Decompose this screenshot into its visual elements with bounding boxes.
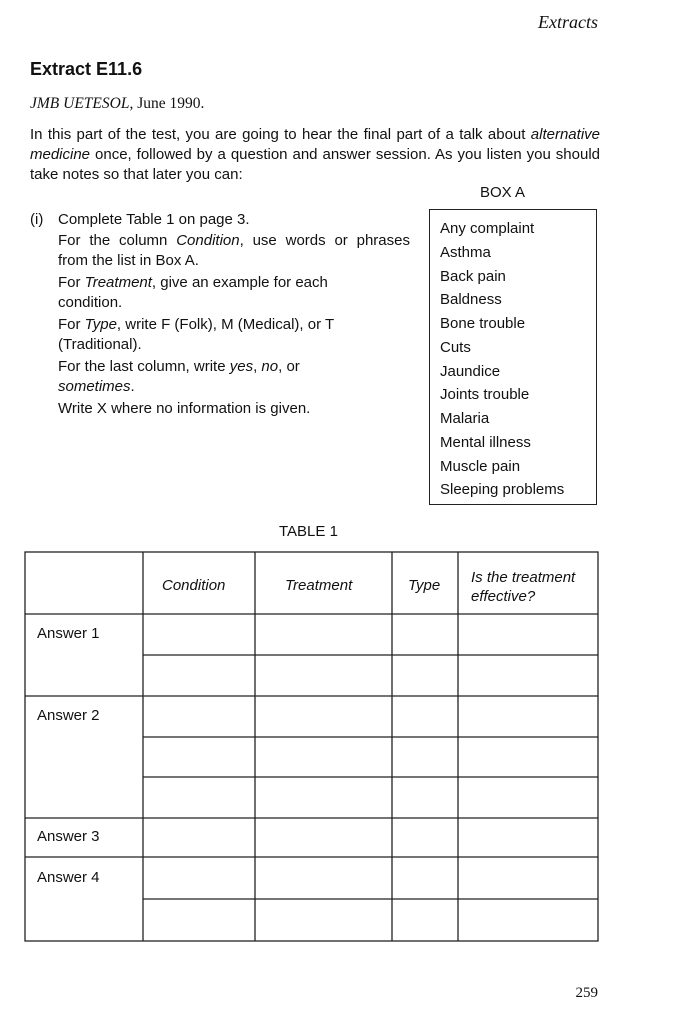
intro-text-a: In this part of the test, you are going to hear the final part of a talk about — [30, 126, 531, 143]
intro-text-b: once, followed by a question and answer session. As you listen you should take notes so that later you can: — [30, 146, 600, 183]
instruction-2-b: , use words or phrases from the list in Box A. — [58, 232, 410, 269]
table-title: TABLE 1 — [279, 523, 338, 540]
instruction-5-no: no — [261, 358, 279, 375]
header-effective-line2: effective? — [471, 588, 536, 605]
instruction-5-a: For the last column, write — [58, 358, 230, 375]
box-a-item: Malaria — [440, 410, 490, 427]
answer-2-label: Answer 2 — [37, 707, 100, 724]
instruction-2-term: Condition — [176, 232, 240, 249]
header-condition: Condition — [162, 577, 226, 594]
running-header: Extracts — [538, 12, 598, 32]
table-border — [25, 552, 598, 941]
instruction-5-sep1: , — [253, 358, 262, 375]
answer-4-label: Answer 4 — [37, 869, 100, 886]
box-a-item: Asthma — [440, 244, 491, 261]
box-a-item: Muscle pain — [440, 458, 521, 475]
header-treatment: Treatment — [285, 577, 353, 594]
intro-topic: alternative medicine — [30, 126, 600, 163]
answer-1-label: Answer 1 — [37, 625, 100, 642]
instruction-3-term: Treatment — [84, 274, 152, 291]
box-a-item: Any complaint — [440, 220, 535, 237]
box-a-item: Bone trouble — [440, 315, 526, 332]
box-a-item: Joints trouble — [440, 386, 530, 403]
header-effective-line1: Is the treatment — [471, 569, 576, 586]
instruction-number: (i) — [30, 211, 44, 228]
instruction-2-a: For the column — [58, 232, 177, 249]
instruction-5-sep2: , or — [278, 358, 300, 375]
source-board: JMB UETESOL, — [30, 95, 134, 112]
instruction-4-term: Type — [84, 316, 117, 333]
instruction-line-1: Complete Table 1 on page 3. — [58, 211, 250, 228]
instruction-4-b: , write F (Folk), M (Medical), or T (Traditional). — [58, 316, 334, 353]
instruction-3-a: For — [58, 274, 85, 291]
box-a-item: Jaundice — [440, 363, 501, 380]
header-type: Type — [408, 577, 441, 594]
instruction-5-yes: yes — [229, 358, 254, 375]
box-a-item: Cuts — [440, 339, 471, 356]
source-date: June 1990. — [133, 95, 205, 112]
box-a-label: BOX A — [480, 184, 526, 201]
page-number: 259 — [575, 985, 598, 1001]
box-a-item: Back pain — [440, 268, 506, 285]
instruction-line-6: Write X where no information is given. — [58, 400, 311, 417]
answer-3-label: Answer 3 — [37, 828, 100, 845]
instruction-3-b: , give an example for each condition. — [58, 274, 328, 311]
instruction-4-a: For — [58, 316, 85, 333]
box-a-item: Mental illness — [440, 434, 531, 451]
instruction-5-sometimes: sometimes — [58, 378, 131, 395]
extract-title: Extract E11.6 — [30, 59, 143, 79]
instruction-5-end: . — [130, 378, 135, 395]
box-a-item: Sleeping problems — [440, 481, 565, 498]
box-a-item: Baldness — [440, 291, 502, 308]
